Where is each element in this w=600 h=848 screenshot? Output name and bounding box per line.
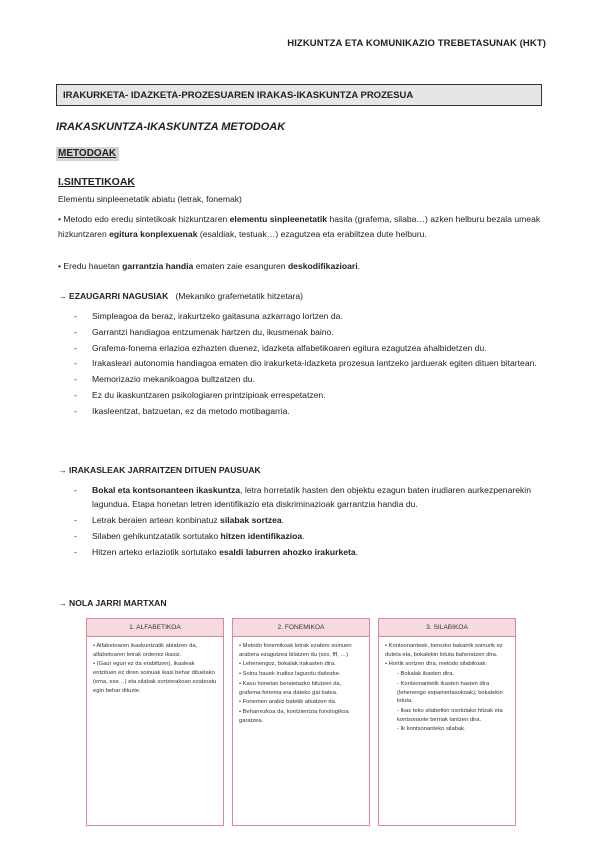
card-title: 2. FONEMIKOA	[233, 619, 369, 637]
nola-heading: → NOLA JARRI MARTXAN	[58, 598, 167, 608]
section-title-box: IRAKURKETA- IDAZKETA-PROZESUAREN IRAKAS-IKASKUNTZA PROZESUA	[56, 84, 542, 106]
card-subline: - Kontsonantetik ikasten hasten dira (lehenengo espainertasokoak), bokalekin lotuta.	[397, 680, 503, 705]
list-item: - Letrak beraien artean konbinatuz silabak sortzea.	[74, 515, 285, 525]
sintetikoak-intro: Elementu sinpleenetatik abiatu (letrak, fonemak)	[58, 194, 242, 204]
list-item: - Ez du ikaskuntzaren psikologiaren printzipioak errespetatzen.	[74, 389, 326, 400]
card-subline: - Ikas teko silabetkin osotutako hitzak eta kontsonante berriak lantzen dira.	[397, 707, 503, 723]
card-line: • Fonemen arabiz batetik abiatzen da.	[239, 699, 337, 706]
metodoak-heading: METODOAK	[56, 147, 119, 161]
card-fonemikoa	[232, 618, 370, 826]
card-line: • Metodo fonemikoak letrak ezabiro soinuen arabera ezagutzea bilatzen du (sss, fff, …)	[239, 643, 352, 658]
card-title: 3. SILABIKOA	[379, 619, 515, 637]
list-item: - Hitzen arteko erlaziotik sortutako esaldi laburren ahozko irakurketa.	[74, 546, 359, 557]
list-item: - Bokal eta kontsonanteen ikaskuntza, letra horretatik hasten den objektu ezagun baten irudiaren aurkezpenarekin lagundua. Etapa honetan letren identifikazio eta diskriminazioak garrantzia handia du.	[74, 485, 531, 510]
list-item: - Simpleagoa da beraz, irakurtzeko gaitasuna azkarrago lortzen da.	[74, 311, 343, 321]
card-silabikoa	[378, 618, 516, 826]
methods-cards	[86, 618, 516, 828]
card-line: • Soinu hauek irudiez lagundu daitezke.	[239, 671, 341, 678]
document-header-title: HIZKUNTZA ETA KOMUNIKAZIO TREBETASUNAK (HKT)	[287, 38, 546, 49]
card-line: • Lehenengoz, bokalak irakasten dira.	[239, 661, 336, 668]
sintetikoak-heading: I.SINTETIKOAK	[58, 176, 136, 188]
card-line: • Kasu honetan beraietazko bilutzen da, grafema-fonema era dateko gai batea.	[239, 680, 342, 696]
card-line: • Alfabetoaren ikaskuntzatik abiatzen da, alfabetoaren letrak ordenez ikasiz.	[93, 643, 198, 658]
list-item: - Garrantzi handiagoa entzumenak hartzen du, ikusmenak baino.	[74, 326, 334, 337]
card-line: • (Gaur egun ez da erabiltzen), ikasleak entzituen ez diren soinuak ikasi behar dituelako (ema, ese…) eta silabak sortzerakoan ezaboatu egin behar dituzte.	[93, 661, 217, 694]
card-subline: - Ik kontsonanteko silabak.	[397, 726, 466, 733]
list-item: - Memorizazio mekanikoagoa bultzatzen du.	[74, 374, 255, 385]
list-item: - Silaben gehikuntzatatik sortutako hitzen identifikazioa.	[74, 530, 305, 541]
card-line: • Kontsonanteek, berezko bakarrik soinurik ez dutela eta, bokalekin lotuta baheratzen dira.	[385, 643, 503, 658]
ezaugarriak-list	[58, 309, 548, 420]
list-item: - Grafema-fonema erlazioa ezhazten duenez, idazketa alfabetikoaren egitura ezagutzea ahalbidetzen du.	[74, 342, 487, 353]
card-line: • Hortik sortzen dira, metodo silabikoak:	[385, 661, 487, 668]
page-subtitle: IRAKASKUNTZA-IKASKUNTZA METODOAK	[56, 121, 286, 133]
card-alfabetikoa	[86, 618, 224, 826]
card-subline: - Bokalak ikasten dira.	[397, 671, 455, 678]
sintetikoak-bullet-1: • Metodo edo eredu sintetikoak hizkuntzaren elementu sinpleenetatik hasita (grafema, silaba…) azken helburu bezala umeak hizkuntzaren egitura konplexuenak (esaldiak, testuak…) ezagutzea eta erabiltzea dute helburu.	[58, 214, 541, 239]
pausuak-heading: → IRAKASLEAK JARRAITZEN DITUEN PAUSUAK	[58, 465, 261, 475]
card-title: 1. ALFABETIKOA	[87, 619, 223, 637]
sintetikoak-bullet-2: • Eredu hauetan garrantzia handia ematen zaie esanguren deskodifikazioari.	[58, 261, 361, 271]
card-line: • Beharrezkoa da, kontzientzia fonologikoa garatzea.	[239, 708, 349, 724]
list-item: - Ikasleentzat, batzuetan, ez da metodo motibagarria.	[74, 405, 290, 416]
ezaugarriak-heading: → EZAUGARRI NAGUSIAK (Mekaniko grafemetatik hitzetara)	[58, 291, 303, 301]
pausuak-list	[58, 483, 548, 560]
list-item: - Irakasleari autonomia handiagoa ematen dio irakurketa-idazketa prozesua lantzeko jarduerak egiten dituen bitartean.	[74, 358, 537, 369]
